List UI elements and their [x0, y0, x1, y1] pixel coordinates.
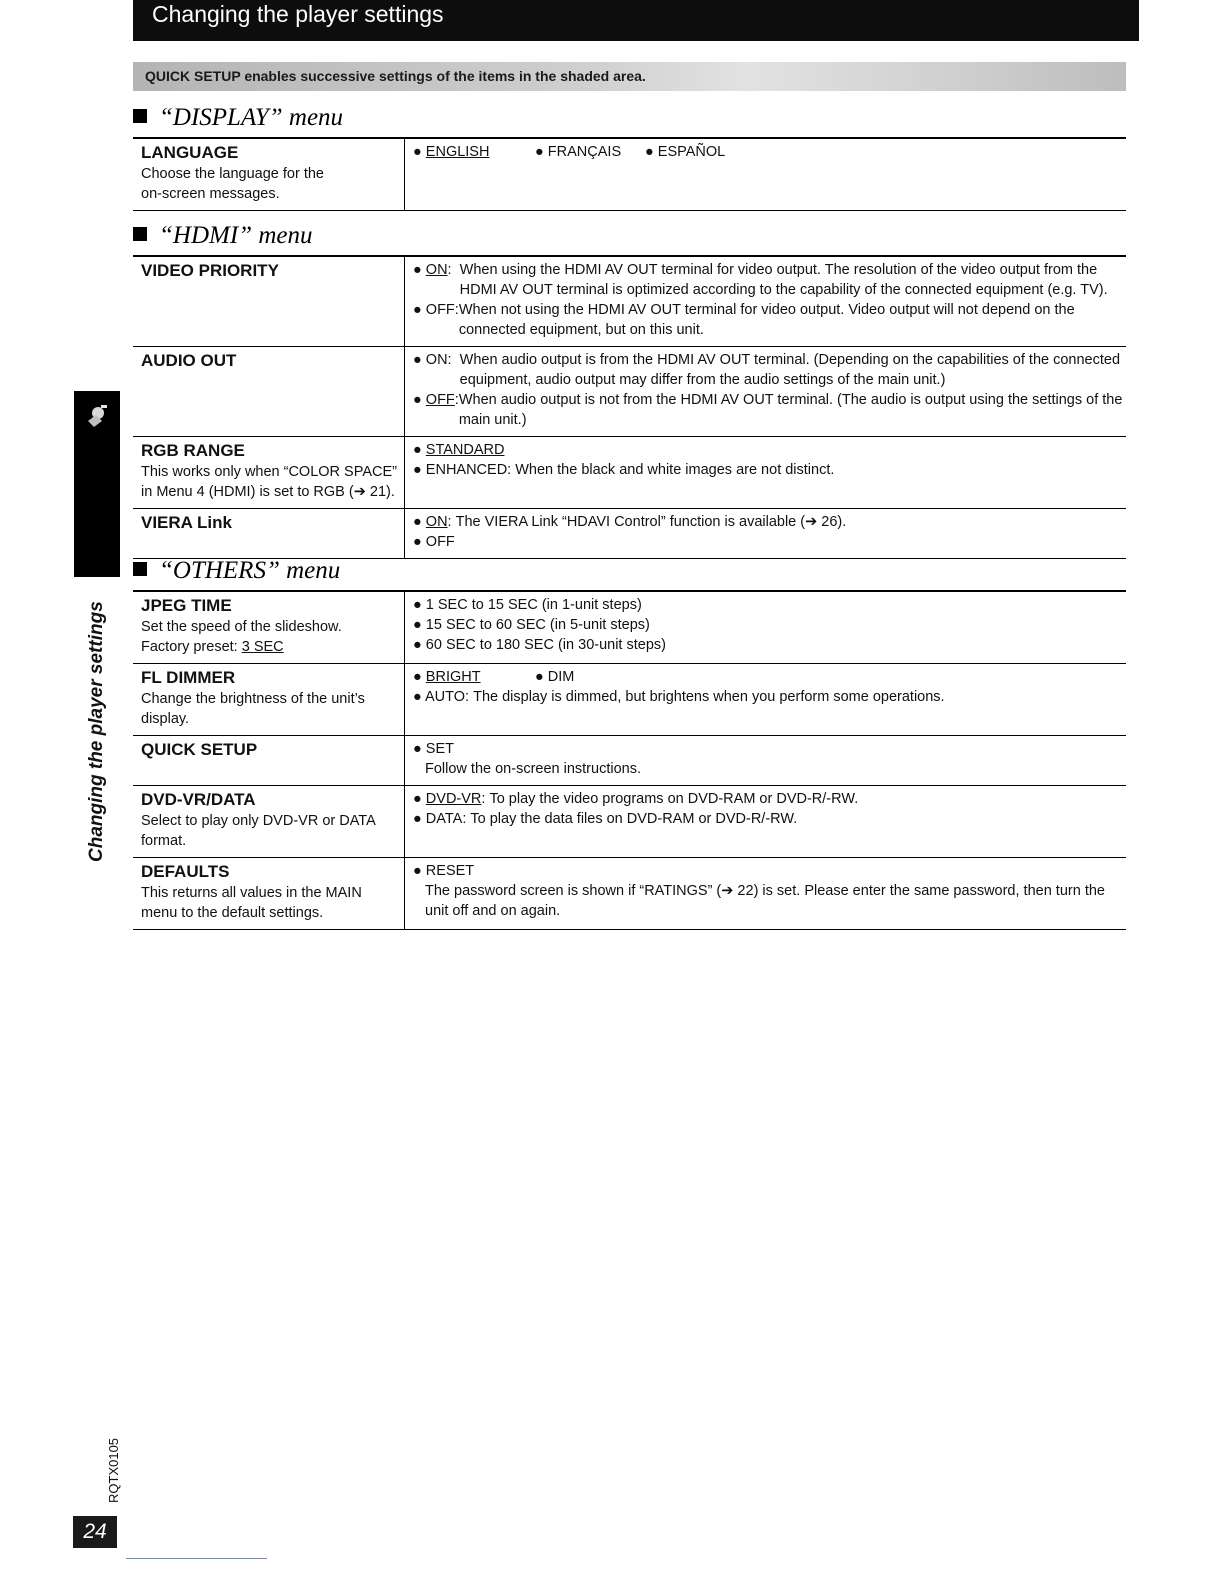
page-title: Changing the player settings: [152, 1, 444, 27]
defaults-title: DEFAULTS: [141, 862, 230, 881]
table-row: [133, 437, 1126, 509]
dvd-vr-data-title: DVD-VR/DATA: [141, 790, 256, 809]
jpeg-time-option: ● 15 SEC to 60 SEC (in 5-unit steps): [413, 617, 650, 633]
viera-link-cell: [133, 509, 405, 559]
others-menu-heading: [133, 557, 340, 585]
table-row: [133, 591, 1126, 664]
display-menu-heading-text: “DISPLAY” menu: [159, 104, 344, 131]
quick-setup-cell: [133, 736, 405, 786]
document-code: RQTX0105: [106, 1437, 121, 1503]
jpeg-time-cell: [133, 591, 405, 664]
fl-dimmer-bright-dim: ● BRIGHT ● DIM: [413, 669, 575, 685]
jpeg-time-desc: Set the speed of the slideshow.: [141, 619, 342, 635]
table-row: [133, 858, 1126, 930]
language-option-espanol: ● ESPAÑOL: [645, 144, 726, 160]
dvd-vr-data-cell: [133, 786, 405, 858]
audio-out-off: ● OFF: When audio output is not from the HDMI AV OUT terminal. (The audio is output using the settings of the main unit.): [413, 392, 1123, 428]
hdmi-menu-heading-text: “HDMI” menu: [159, 222, 313, 249]
rgb-range-title: RGB RANGE: [141, 441, 245, 460]
dvd-vr-data-desc: Select to play only DVD-VR or DATA format.: [141, 813, 375, 849]
display-menu-table: [133, 137, 1126, 211]
fl-dimmer-title: FL DIMMER: [141, 668, 236, 687]
bottom-divider: [126, 1558, 267, 1559]
audio-out-on: ● ON: When audio output is from the HDMI AV OUT terminal. (Depending on the capabilities of the connected equipment, audio output may differ from the audio settings of the main unit.): [413, 352, 1121, 388]
quick-setup-note: [133, 62, 1126, 91]
language-options: [405, 138, 1127, 211]
hdmi-menu-table: [133, 255, 1126, 559]
side-tab: [74, 391, 120, 577]
jpeg-time-title: JPEG TIME: [141, 596, 232, 615]
table-row: [133, 736, 1126, 786]
video-priority-cell: [133, 256, 405, 347]
quick-setup-note-text: QUICK SETUP enables successive settings of the items in the shaded area.: [145, 68, 646, 84]
jpeg-time-option: ● 1 SEC to 15 SEC (in 1-unit steps): [413, 597, 642, 613]
fl-dimmer-cell: [133, 664, 405, 736]
others-menu-heading-text: “OTHERS” menu: [159, 557, 341, 584]
quick-setup-set-text: Follow the on-screen instructions.: [425, 761, 641, 777]
video-priority-title: VIDEO PRIORITY: [141, 261, 279, 280]
quick-setup-set: ● SET: [413, 741, 454, 757]
viera-link-options: [405, 509, 1127, 559]
dvd-vr-data-options: [405, 786, 1127, 858]
defaults-desc: This returns all values in the MAIN menu to the default settings.: [141, 885, 362, 921]
fl-dimmer-options: [405, 664, 1127, 736]
language-title: LANGUAGE: [141, 143, 239, 162]
video-priority-options: [405, 256, 1127, 347]
audio-out-options: [405, 347, 1127, 437]
rgb-range-standard: ● STANDARD: [413, 442, 505, 458]
viera-link-title: VIERA Link: [141, 513, 232, 532]
rgb-range-cell: [133, 437, 405, 509]
page-title-bar: [133, 0, 1139, 41]
viera-link-off: ● OFF: [413, 534, 455, 550]
side-section-label: Changing the player settings: [86, 601, 107, 862]
square-bullet-icon: [133, 109, 147, 123]
defaults-options: [405, 858, 1127, 930]
audio-out-title: AUDIO OUT: [141, 351, 237, 370]
display-menu-heading: [133, 104, 343, 132]
language-desc: Choose the language for the on-screen messages.: [141, 166, 324, 202]
table-row: [133, 347, 1126, 437]
table-row: [133, 509, 1126, 559]
audio-out-cell: [133, 347, 405, 437]
quick-setup-title: QUICK SETUP: [141, 740, 258, 759]
quick-setup-options: [405, 736, 1127, 786]
table-row: [133, 256, 1126, 347]
hdmi-menu-heading: [133, 222, 312, 250]
fl-dimmer-desc: Change the brightness of the unit’s display.: [141, 691, 365, 727]
jpeg-time-preset: Factory preset: 3 SEC: [141, 639, 284, 655]
table-row: [133, 664, 1126, 736]
dvd-vr-option: ● DVD-VR: To play the video programs on DVD-RAM or DVD-R/-RW.: [413, 791, 859, 807]
rgb-range-desc: This works only when “COLOR SPACE” in Menu 4 (HDMI) is set to RGB (➔ 21).: [141, 464, 397, 500]
defaults-reset: ● RESET: [413, 863, 475, 879]
square-bullet-icon: [133, 562, 147, 576]
rgb-range-options: [405, 437, 1127, 509]
square-bullet-icon: [133, 227, 147, 241]
language-option-english: ● ENGLISH: [413, 144, 490, 160]
data-option: ● DATA: To play the data files on DVD-RAM or DVD-R/-RW.: [413, 811, 798, 827]
page-number: 24: [73, 1516, 117, 1548]
defaults-cell: [133, 858, 405, 930]
jpeg-time-options: [405, 591, 1127, 664]
language-cell: [133, 138, 405, 211]
video-priority-on: ● ON: When using the HDMI AV OUT terminal for video output. The resolution of the video output from the HDMI AV OUT terminal is optimized according to the capability of the connected equipment (e.g. TV).: [413, 262, 1108, 298]
fl-dimmer-auto: ● AUTO: The display is dimmed, but brightens when you perform some operations.: [413, 689, 945, 705]
jpeg-time-option: ● 60 SEC to 180 SEC (in 30-unit steps): [413, 637, 666, 653]
table-row: [133, 786, 1126, 858]
defaults-reset-text: The password screen is shown if “RATINGS” (➔ 22) is set. Please enter the same password, then turn the unit off and on again.: [425, 883, 1105, 919]
video-priority-off: ● OFF: When not using the HDMI AV OUT terminal for video output. Video output will not depend on the connected equipment, but on this unit.: [413, 302, 1075, 338]
others-menu-table: [133, 590, 1126, 930]
settings-hand-icon: [84, 401, 110, 429]
language-option-francais: ● FRANÇAIS: [535, 144, 622, 160]
table-row: [133, 138, 1126, 211]
viera-link-on: ● ON: The VIERA Link “HDAVI Control” function is available (➔ 26).: [413, 514, 847, 530]
rgb-range-enhanced: ● ENHANCED: When the black and white images are not distinct.: [413, 462, 835, 478]
